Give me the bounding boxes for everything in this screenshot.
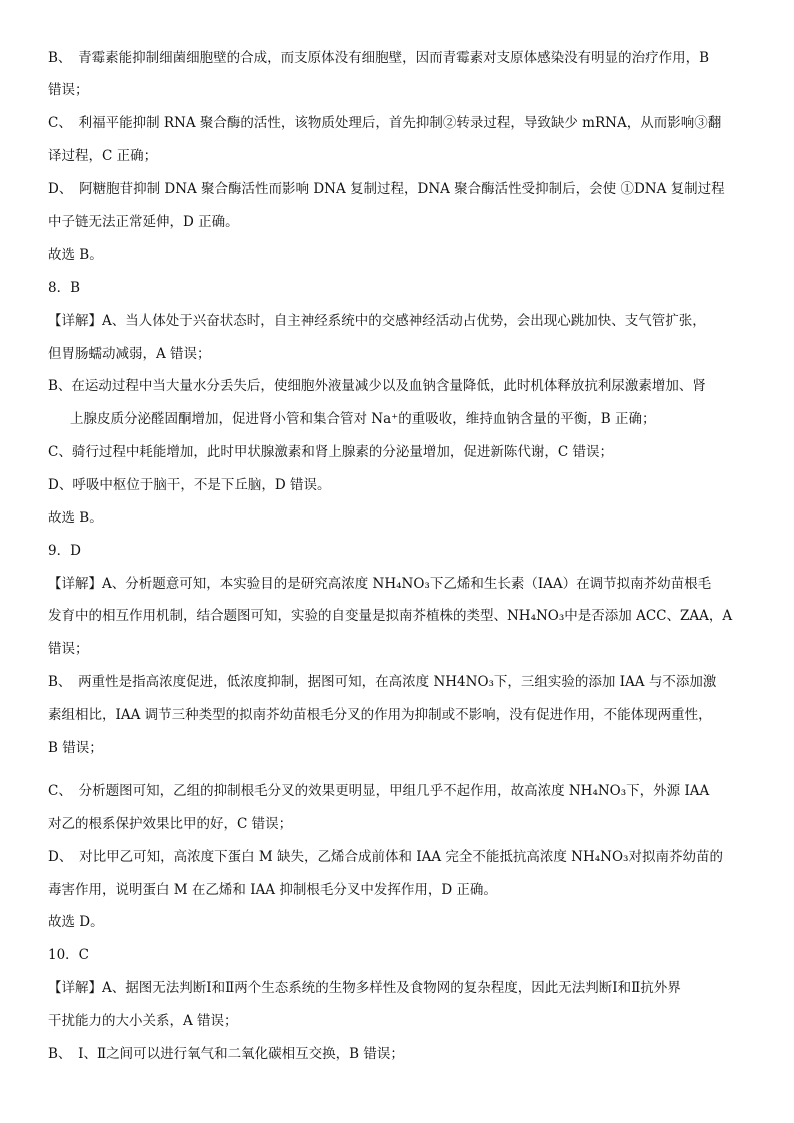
text-line: 错误； xyxy=(48,82,89,98)
text-line: D、 对比甲乙可知，高浓度下蛋白 M 缺失，乙烯合成前体和 IAA 完全不能抵抗高浓度 NH₄NO₃对拟南芥幼苗的 xyxy=(48,849,723,865)
question-number: 9．D xyxy=(48,543,81,559)
text-line: C、 利福平能抑制 RNA 聚合酶的活性，该物质处理后，首先抑制②转录过程，导致缺少 mRNA，从而影响③翻 xyxy=(48,115,722,131)
text-line: 错误； xyxy=(48,641,89,657)
text-line: 【详解】A、分析题意可知，本实验目的是研究高浓度 NH₄NO₃下乙烯和生长素（IAA）在调节拟南芥幼苗根毛 xyxy=(48,576,712,592)
text-line: 故选 B。 xyxy=(48,510,103,526)
text-line: 但胃肠蠕动减弱，A 错误； xyxy=(48,346,211,362)
text-line: 素组相比，IAA 调节三种类型的拟南芥幼苗根毛分叉的作用为抑制或不影响，没有促进作用，不能体现两重性， xyxy=(48,707,712,723)
text-line: B、在运动过程中当大量水分丢失后，使细胞外液量减少以及血钠含量降低，此时机体释放抗利尿激素增加、肾 xyxy=(48,378,706,394)
text-line: B、 两重性是指高浓度促进，低浓度抑制，据图可知，在高浓度 NH4NO₃下，三组实验的添加 IAA 与不添加激 xyxy=(48,674,717,690)
text-line: B、 青霉素能抑制细菌细胞壁的合成，而支原体没有细胞壁，因而青霉素对支原体感染没有明显的治疗作用，B xyxy=(48,50,710,66)
text-line: 毒害作用，说明蛋白 M 在乙烯和 IAA 抑制根毛分叉中发挥作用，D 正确。 xyxy=(48,882,497,898)
text-line: D、呼吸中枢位于脑干，不是下丘脑，D 错误。 xyxy=(48,477,331,493)
text-line: C、 分析题图可知，乙组的抑制根毛分叉的效果更明显，甲组几乎不起作用，故高浓度 NH₄NO₃下，外源 IAA xyxy=(48,783,710,799)
text-line: 【详解】A、据图无法判断Ⅰ和Ⅱ两个生态系统的生物多样性及食物网的复杂程度，因此无法判断Ⅰ和Ⅱ抗外界 xyxy=(48,980,681,996)
text-line: D、 阿糖胞苷抑制 DNA 聚合酶活性而影响 DNA 复制过程，DNA 聚合酶活性受抑制后，会使 ①DNA 复制过程 xyxy=(48,181,725,197)
text-line: 中子链无法正常延伸，D 正确。 xyxy=(48,214,239,230)
text-line: 对乙的根系保护效果比甲的好，C 错误； xyxy=(48,816,293,832)
text-line: B、 Ⅰ、Ⅱ之间可以进行氧气和二氧化碳相互交换，B 错误； xyxy=(48,1046,404,1062)
text-line: 故选 B。 xyxy=(48,247,103,263)
text-line: 发育中的相互作用机制，结合题图可知，实验的自变量是拟南芥植株的类型、NH₄NO₃中是否添加 ACC、ZAA，A xyxy=(48,608,733,624)
text-line: 上腺皮质分泌醛固酮增加，促进肾小管和集合管对 Na⁺的重吸收，维持血钠含量的平衡，B 正确； xyxy=(70,411,656,427)
text-line: 干扰能力的大小关系，A 错误； xyxy=(48,1013,238,1029)
text-line: 故选 D。 xyxy=(48,914,104,930)
text-line: 【详解】A、当人体处于兴奋状态时，自主神经系统中的交感神经活动占优势，会出现心跳加快、支气管扩张， xyxy=(48,313,706,329)
text-line: 译过程，C 正确； xyxy=(48,148,158,164)
text-line: C、骑行过程中耗能增加，此时甲状腺激素和肾上腺素的分泌量增加，促进新陈代谢，C 错误； xyxy=(48,444,613,460)
text-line: B 错误； xyxy=(48,740,103,756)
question-number: 8．B xyxy=(48,280,81,296)
question-number: 10．C xyxy=(48,947,90,963)
